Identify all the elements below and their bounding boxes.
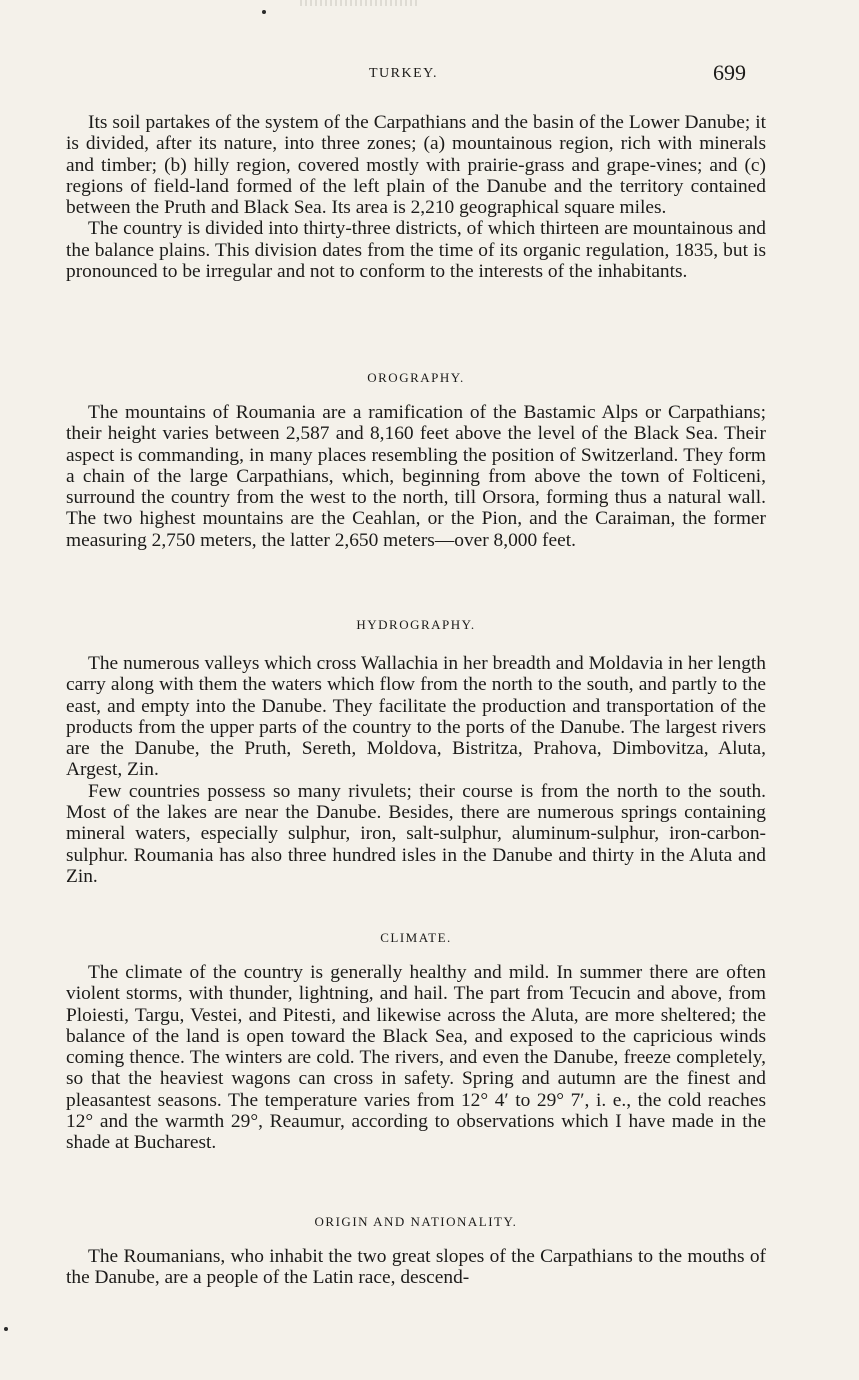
paragraph: The Roumanians, who inhabit the two great slopes of the Carpathians to the mouths of the Danube, are a people of the Latin race, descend-	[66, 1246, 766, 1289]
paragraph: The climate of the country is generally healthy and mild. In summer there are often violent storms, with thunder, lightning, and hail. The part from Tecucin and above, from Ploiesti, Targu, Vestei, and Pitesti, and likewise across the Aluta, are more sheltered; the balance of the land is open toward the Black Sea, and exposed to the capricious winds coming thence. The winters are cold. The rivers, and even the Danube, freeze completely, so that the heaviest wagons can cross in safety. Spring and autumn are the finest and pleasantest seasons. The temperature varies from 12° 4′ to 29° 7′, i. e., the cold reaches 12° and the warmth 29°, Reaumur, according to observations which I have made in the shade at Bucharest.	[66, 962, 766, 1154]
section-origin	[66, 1246, 766, 1289]
section-hydrography	[66, 653, 766, 887]
section-heading-origin: ORIGIN AND NATIONALITY.	[314, 1214, 518, 1229]
paragraph: The mountains of Roumania are a ramification of the Bastamic Alps or Carpathians; their height varies between 2,587 and 8,160 feet above the level of the Black Sea. Their aspect is commanding, in many places resembling the position of Switzerland. They form a chain of the large Carpathians, which, beginning from above the town of Folticeni, surround the country from the west to the north, till Orsora, forming thus a natural wall. The two highest mountains are the Ceahlan, or the Pion, and the Caraiman, the former measuring 2,750 meters, the latter 2,650 meters—over 8,000 feet.	[66, 402, 766, 551]
ink-speck	[4, 1327, 8, 1331]
section-intro	[66, 112, 766, 282]
paragraph: Few countries possess so many rivulets; their course is from the north to the south. Most of the lakes are near the Danube. Besides, there are numerous springs containing mineral waters, especially sulphur, iron, salt-sulphur, aluminum-sulphur, iron-carbon-sulphur. Roumania has also three hundred isles in the Danube and thirty in the Aluta and Zin.	[66, 780, 766, 887]
paragraph: The country is divided into thirty-three districts, of which thirteen are mountainous and the balance plains. This division dates from the time of its organic regulation, 1835, but is pronounced to be irregular and not to conform to the interests of the inhabitants.	[66, 218, 766, 283]
page-number: 699	[713, 60, 746, 85]
section-orography	[66, 402, 766, 551]
section-heading-climate: CLIMATE.	[380, 930, 452, 945]
running-title: TURKEY.	[369, 66, 438, 81]
scan-artifact	[300, 0, 420, 6]
section-heading-hydrography: HYDROGRAPHY.	[356, 617, 476, 632]
paragraph: The numerous valleys which cross Wallachia in her breadth and Moldavia in her length carry along with them the waters which flow from the north to the south, and partly to the east, and empty into the Danube. They facilitate the production and transportation of the products from the upper parts of the country to the ports of the Danube. The largest rivers are the Danube, the Pruth, Sereth, Moldova, Bistritza, Prahova, Dimbovitza, Aluta, Argest, Zin.	[66, 653, 766, 781]
section-climate	[66, 962, 766, 1154]
section-heading-orography: OROGRAPHY.	[367, 370, 465, 385]
paragraph: Its soil partakes of the system of the Carpathians and the basin of the Lower Danube; it is divided, after its nature, into three zones; (a) mountainous region, rich with minerals and timber; (b) hilly region, covered mostly with prairie-grass and grape-vines; and (c) regions of field-land formed of the left plain of the Danube and the territory contained between the Pruth and Black Sea. Its area is 2,210 geographical square miles.	[66, 112, 766, 219]
running-head	[0, 60, 859, 90]
ink-speck	[262, 10, 266, 14]
